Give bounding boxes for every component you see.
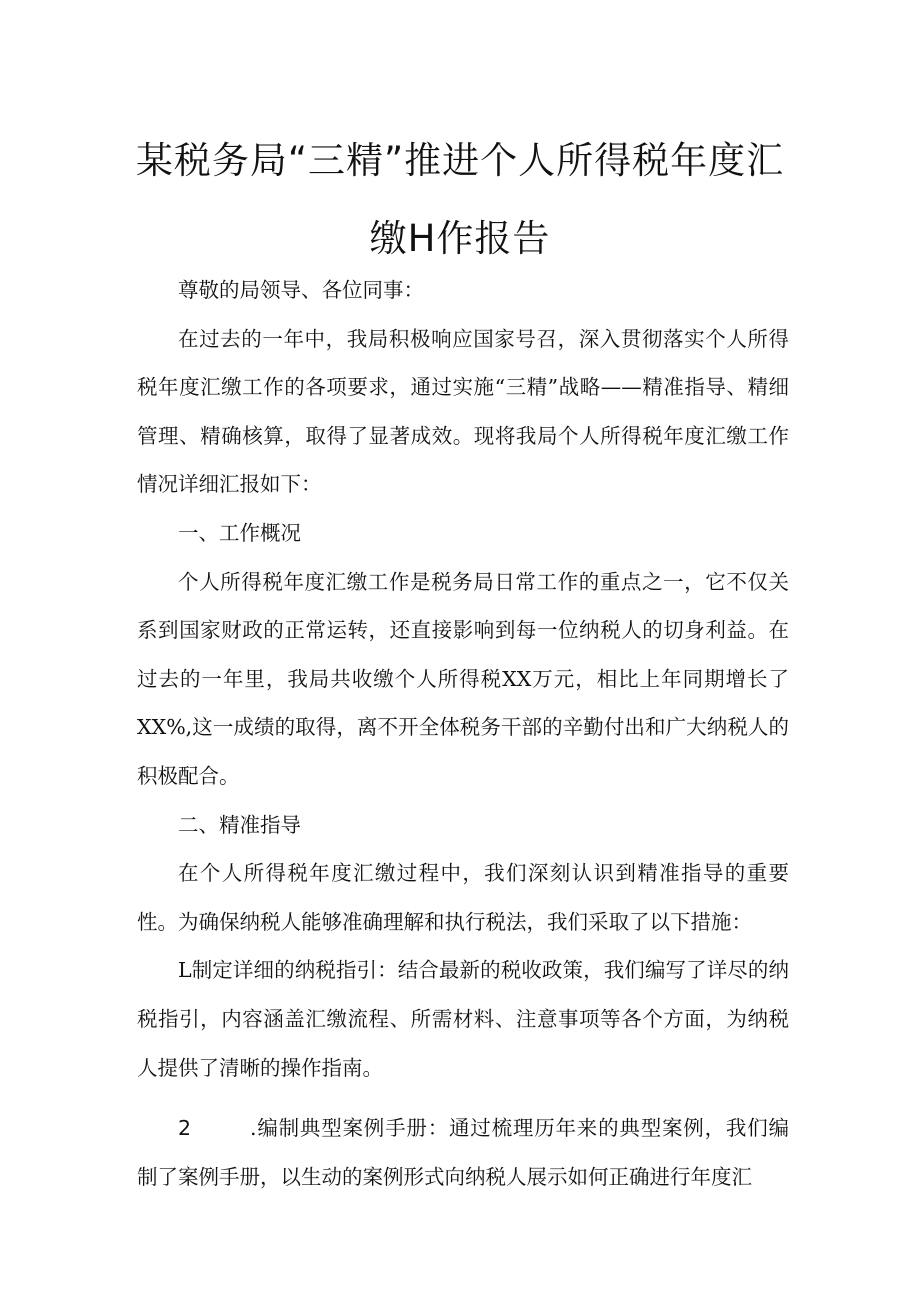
list-item-2-number: 2 — [178, 1116, 192, 1141]
section-2-heading: 二、精准指导 — [178, 812, 301, 837]
section-1-paragraph: 个人所得税年度汇缴工作是税务局日常工作的重点之一，它不仅关系到国家财政的正常运转，还直接影响到每一位纳税人的切身利益。在过去的一年里，我局共收缴个人所得税XX万元，相比上年同期增长了XX%,这一成绩的取得，离不开全体税务干部的辛勤付出和广大纳税人的积极配合。 — [137, 569, 789, 788]
document-title-line-2: 缴H作报告 — [369, 217, 551, 260]
salutation: 尊敬的局领导、各位同事： — [178, 278, 424, 302]
section-2-paragraph: 在个人所得税年度汇缴过程中，我们深刻认识到精准指导的重要性。为确保纳税人能够准确理解和执行税法，我们采取了以下措施： — [137, 861, 789, 934]
section-1-heading: 一、工作概况 — [178, 520, 301, 545]
document-body — [137, 266, 789, 1201]
list-item-2-text: .编制典型案例手册：通过梳理历年来的典型案例，我们编制了案例手册，以生动的案例形式向纳税人展示如何正确进行年度汇 — [137, 1116, 789, 1189]
document-title-line-1: 某税务局“三精”推进个人所得税年度汇 — [135, 139, 785, 182]
intro-paragraph: 在过去的一年中，我局积极响应国家号召，深入贯彻落实个人所得税年度汇缴工作的各项要求，通过实施“三精”战略——精准指导、精细管理、精确核算，取得了显著成效。现将我局个人所得税年度汇缴工作情况详细汇报如下： — [137, 326, 789, 497]
list-item-1: L制定详细的纳税指引：结合最新的税收政策，我们编写了详尽的纳税指引，内容涵盖汇缴流程、所需材料、注意事项等各个方面，为纳税人提供了清晰的操作指南。 — [137, 958, 789, 1080]
list-item-2 — [137, 1104, 789, 1201]
